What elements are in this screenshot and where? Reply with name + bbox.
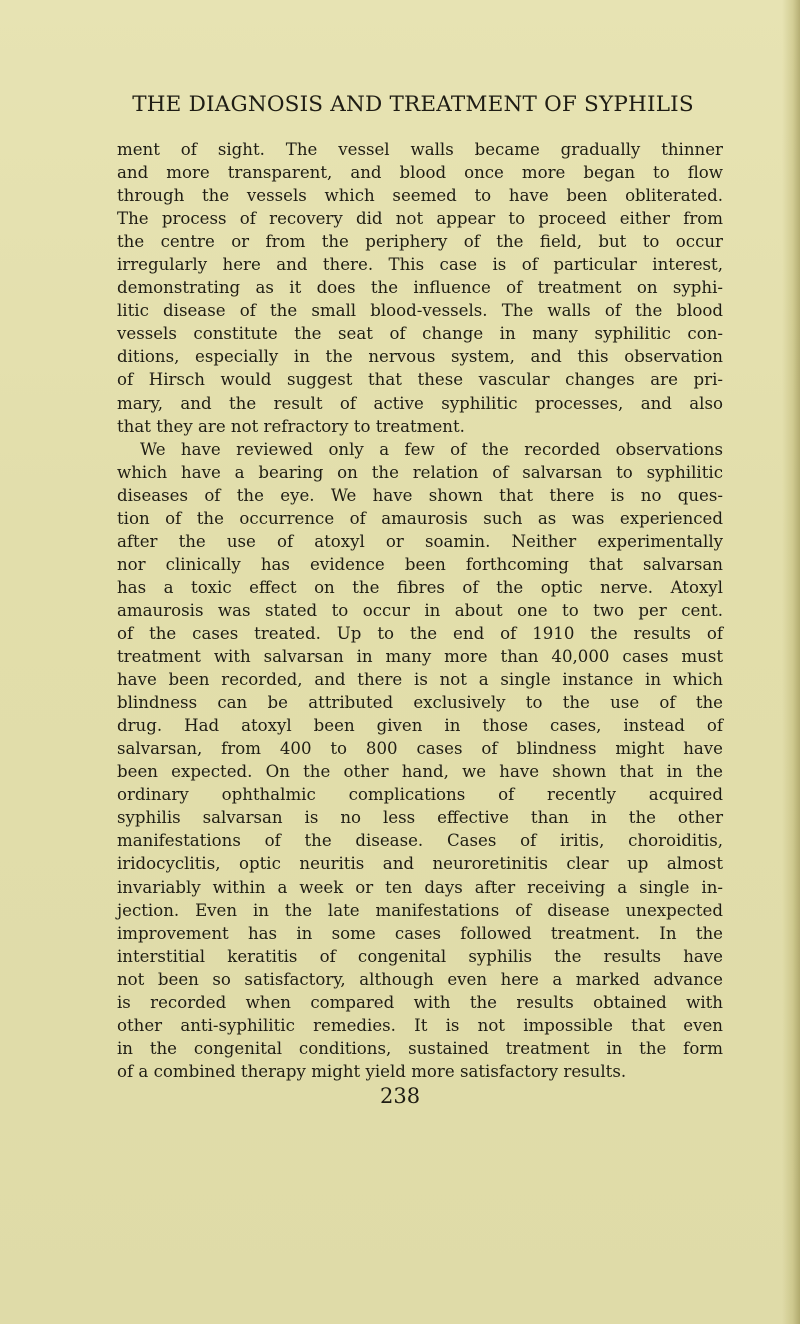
text-line: been expected. On the other hand, we have shown that in the — [117, 762, 723, 782]
text-line: iridocyclitis, optic neuritis and neuroretinitis clear up almost — [117, 854, 723, 874]
text-line: ment of sight. The vessel walls became gradually thinner — [117, 140, 723, 159]
text-line: blindness can be attributed exclusively to the use of the — [117, 693, 723, 713]
text-line: jection. Even in the late manifestations of disease unexpected — [117, 900, 723, 920]
text-line: not been so satisfactory, although even here a marked advance — [117, 969, 723, 989]
text-line: The process of recovery did not appear to proceed either from — [117, 209, 723, 229]
text-line: vessels constitute the seat of change in many syphilitic con- — [117, 324, 723, 344]
text-line: nor clinically has evidence been forthcoming that salvarsan — [117, 554, 723, 574]
text-line: has a toxic effect on the fibres of the optic nerve. Atoxyl — [117, 577, 723, 597]
text-line: which have a bearing on the relation of salvarsan to syphilitic — [117, 462, 723, 482]
paragraph-end-line: that they are not refractory to treatment. — [117, 416, 465, 436]
text-line: tion of the occurrence of amaurosis such as was experienced — [117, 508, 723, 528]
text-line: demonstrating as it does the influence of treatment on syphi- — [117, 278, 723, 298]
text-line: manifestations of the disease. Cases of iritis, choroiditis, — [117, 831, 723, 851]
text-line: ordinary ophthalmic complications of recently acquired — [117, 785, 723, 805]
text-line: of the cases treated. Up to the end of 1910 the results of — [117, 623, 723, 643]
text-line: syphilis salvarsan is no less effective than in the other — [117, 808, 723, 828]
text-line: other anti-syphilitic remedies. It is not impossible that even — [117, 1015, 723, 1035]
paragraph-start-line: We have reviewed only a few of the recorded observations — [140, 439, 723, 459]
text-line: irregularly here and there. This case is of particular interest, — [117, 255, 723, 275]
text-line: have been recorded, and there is not a single instance in which — [117, 670, 723, 690]
text-line: interstitial keratitis of congenital syphilis the results have — [117, 946, 723, 966]
body-text — [117, 138, 723, 1083]
page-number: 238 — [380, 1084, 421, 1108]
page-edge-shadow — [782, 0, 800, 1324]
text-line: salvarsan, from 400 to 800 cases of blindness might have — [117, 739, 723, 759]
text-line: mary, and the result of active syphilitic processes, and also — [117, 393, 723, 413]
text-line: drug. Had atoxyl been given in those cases, instead of — [117, 716, 723, 736]
text-line: in the congenital conditions, sustained treatment in the form — [117, 1038, 723, 1058]
text-line: and more transparent, and blood once more began to flow — [117, 163, 723, 183]
text-line: ditions, especially in the nervous system, and this observation — [117, 347, 723, 367]
text-line: amaurosis was stated to occur in about one to two per cent. — [117, 600, 723, 620]
text-line: litic disease of the small blood-vessels. The walls of the blood — [117, 301, 723, 321]
text-line: is recorded when compared with the results obtained with — [117, 992, 723, 1012]
text-line: improvement has in some cases followed treatment. In the — [117, 923, 723, 943]
text-line: invariably within a week or ten days after receiving a single in- — [117, 877, 723, 897]
text-line: the centre or from the periphery of the field, but to occur — [117, 232, 723, 252]
text-line: treatment with salvarsan in many more than 40,000 cases must — [117, 647, 723, 667]
text-line: after the use of atoxyl or soamin. Neither experimentally — [117, 531, 723, 551]
paragraph-end-line: of a combined therapy might yield more satisfactory results. — [117, 1061, 627, 1081]
running-head: THE DIAGNOSIS AND TREATMENT OF SYPHILIS — [132, 92, 694, 117]
text-line: of Hirsch would suggest that these vascular changes are pri- — [117, 370, 723, 390]
text-line: diseases of the eye. We have shown that there is no ques- — [117, 485, 723, 505]
text-line: through the vessels which seemed to have been obliterated. — [117, 186, 723, 206]
